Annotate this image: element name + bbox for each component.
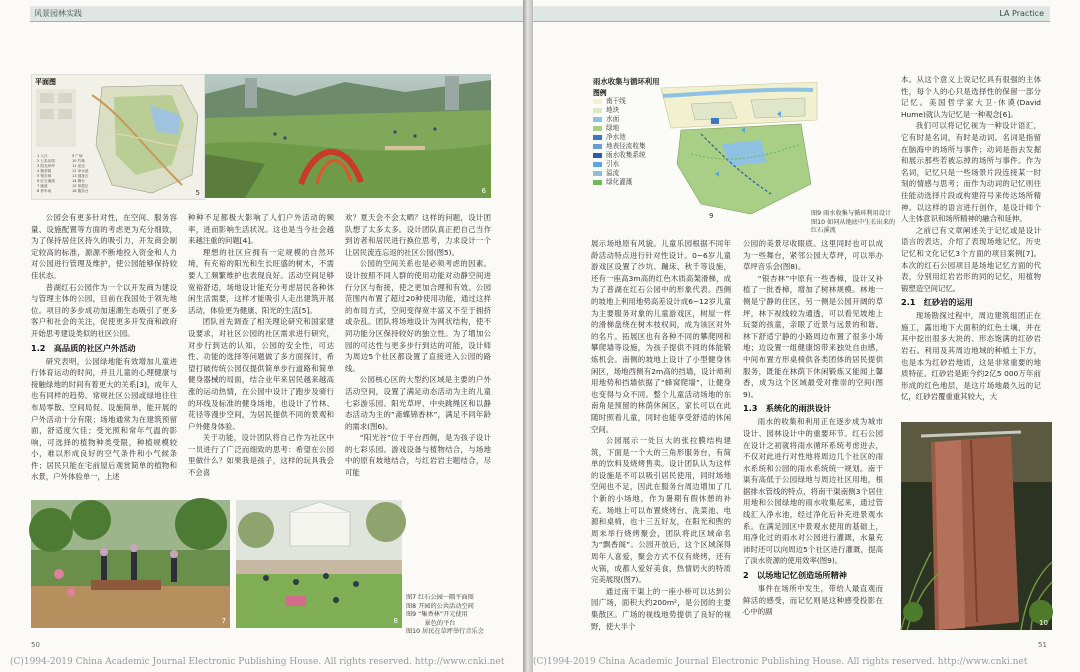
figure-6-number: 6 (481, 187, 486, 195)
paragraph: 之前已有文章阐述关于记忆或是设计语言的表达，介绍了表现场地记忆，历史记忆和文化记忆3个方面的项目案例[7]。本次的红石公园项目是场地记忆方面的代表，分别用红岩岩形的同的记忆，用植物锻塑造空间记忆。 (901, 225, 1041, 293)
figure-10-photo (901, 422, 1052, 630)
figure-7-photo (31, 500, 230, 628)
figure-8-photo-art (236, 500, 402, 628)
right-page-number: 51 (1038, 641, 1047, 649)
legend-label: 净水池 (606, 133, 626, 141)
paragraph: 公园的美景尽收眼底。这里同时也可以成为一些舞台，紧邻公园大草坪，可以举办草坪音乐会(图8)。 (743, 239, 883, 272)
section-heading: 2 以场地记忆创造场所精神 (743, 570, 847, 581)
section-heading: 1.3 系统化的雨洪设计 (743, 403, 832, 414)
left-column-3 (345, 212, 491, 476)
svg-text:15 休憩区: 15 休憩区 (72, 184, 89, 188)
figure-10-photo-art (901, 422, 1052, 630)
paragraph: 现场勘探过程中，周边建筑组团正在施工，露出地下大面积的红色土壤，并在其中挖出很多大块的、形态饱满的红砂岩岩石。利用及其周边地域的种植土下方，也是本为红砂岩地质，这是非常重要的地质特征。红砂岩是距今约2亿5 000万年前形成的红色地层，是这片场地最久远的记忆，红砂岩覆重重其较大，大 (901, 311, 1041, 402)
page-gutter (523, 0, 533, 672)
paragraph: 我们可以将记忆视为一种设计语汇，它有时是名词，有时是动词。名词是指留在脑海中的场所与事件；动词是指去发掘和展示那些若被忘掉的场所与事件。作为名词，记忆只是一些场景片段连接某一时刻的情感与思考；而作为动词的记忆则往往能动选择片段或构建符号来传达场所精神。以这样的语言进行创作，是设计师个人主体意识和场所精神的融合和延伸。 (901, 121, 1041, 224)
figures-9-10-captions (811, 210, 901, 236)
paragraph: 雨水的收集和利用正在逐步成为城市设计、园林设计中的重要环节。红石公园在设计之初就将雨水循环系统考虑进去，不仅对此进行对性地将周边几个社区的雨水系统和公园的雨水系统统一规划。南干渠有高低于公园绿地与周边社区用地，根据排水管线的特点，将南干渠南侧3个居住用地和公园绿地的雨水收集起来，通过管线汇入净水池，经过净化后补充进景观水系。在满足园区中景观水使用的基础上，用净化过的雨水对公园进行灌溉，水量充沛时还可以向周边5个社区进行灌溉，提高了淡水资源的使用效率(图9)。 (743, 417, 883, 566)
paragraph: 公园的空间关系也是必须考虑的因素。设计按照不同人群的使用功能对动静空间进行分区与衔接，使之更加合理和有效。公园范围内布置了超过20种使用功能，通过这样的布局方式，空间变得宽丰富又不至于拥挤或杂乱。团队将场地设计为网状结构，使不同功能分区保持较好的独立性。为了增加公园的可达性与更多步行到达的可能，设计师为周边5个社区都设置了直接进入公园的路线。 (345, 259, 491, 373)
legend-label: 南干线 (606, 97, 626, 105)
legend-label: 雨水收集系统 (606, 151, 646, 159)
paragraph: 种种不足都极大影响了人们户外活动的频率，进而影响生活状况。这也是当今社会越来越注重的问题[4]。 (188, 213, 334, 246)
right-page (533, 0, 1080, 672)
legend-label: 溢流 (606, 169, 620, 177)
right-column-2 (743, 238, 883, 630)
right-header-text: LA Practice (999, 9, 1044, 18)
svg-text:1 入口: 1 入口 (37, 154, 48, 158)
figure-9-title: 雨水收集与循环利用 (593, 77, 660, 86)
caption-line: 图10 如同从地底中生长出来的红石溪流 (811, 218, 896, 235)
figure-9-rainwater-diagram (591, 74, 819, 224)
figure-10-number: 10 (1039, 619, 1048, 627)
paragraph: 公园会有更多针对性，在空间、服务容量、设施配置等方面的考虑更为充分细致，为了保持居住区持久的吸引力，开发商会制定较高的标准，源源不断地投入资金和人力对公园进行管理及维护，使公园能够保持较佳状态。 (31, 213, 177, 280)
legend-label: 引水 (606, 160, 620, 168)
paragraph: 欢？夏天会不会太晒？这样的问题，设计团队想了太多太多。设计团队真正把自己当作到访者和居民进行换位思考，力求设计一个让居民流连忘返的社区公园(图5)。 (345, 213, 491, 257)
right-column-3 (901, 74, 1041, 414)
left-page (0, 0, 523, 672)
svg-text:3 阳光草坪: 3 阳光草坪 (37, 164, 55, 168)
paragraph: 展示场地原有风貌。儿童乐园根据不同年龄活动特点进行针对性设计。0~6岁儿童游戏区设置了沙坑、蹦床、秋千等设施，还有一座高3m高的红色木质高架滑梯，成为了普湖在红石公园中的形象代表。西侧的坡地上利用地势高差设计成6~12岁儿童为主要服务对象的儿童游戏区，树屋一样的滑梯盘绕在树木枝权间，成为该区对外的名片。拓展区也有各种不同的攀爬网和攀爬墙等设施，为孩子提供不同的体能锻炼机会。南侧的坡地上设计了小型健身休闲区，场地西侧有2m高的挡墙，设计师利用地势和挡墙依据了“蜂窝爬墙”，让健身也变得与众不同。整个儿童活动场地的东南角是预留的林荫休闲区，家长可以在此随时照看儿童，同时也能享受舒适的休闲空间。 (591, 239, 731, 434)
paragraph: 事件在场所中发生，带给人最直观而鲜活的感受，而记忆则是这种感受投影在心中的副 (743, 584, 883, 617)
svg-text:13 健身区: 13 健身区 (72, 174, 89, 178)
paragraph: 关于功能，设计团队将自己作为社区中一员进行了广泛而细致的思考：希望在公园里做什么？如果我是孩子，这样的玩具我会不会喜 (188, 433, 334, 478)
left-column-2 (188, 212, 334, 476)
paragraph: “银杏林”中原有一些香樟，设计又补植了一批香樟，增加了树林规模。林地一侧是宁静的住区，另一侧是公园开阔的草坪，林下视线较为通透，可以看见坡地上玩耍的孩童，亲眼了近景与远景的和谐。林下舒适宁静的小路周边布置了很多小场地；边设置一组健康馆带来独处自由感，中间布置方形桌椅供各类团体的居民提供服务，既能在林荫下休闲锻炼又能闻上馨香，成为这个区域最受对推崇的空间(图9)。 (743, 273, 883, 399)
figure-7-number: 7 (221, 617, 226, 625)
paragraph: 普湖红石公园作为一个以开发商为建设与管理主体的公园，目前在我国处于领先地位。项目的多步成功加速潮生态吸引了更多客户和社会的关注，促使更多开发商和政府开始思考建设类似的社区公园。 (31, 282, 177, 338)
paragraph: 公园展示一处巨大的张拉膜结构建筑，下面是一个大的三角形服务台，有简单的饮料及烧烤售卖。设计团队认为这样的设施是不可以吸引居民使用，同时场地空间也不足，因此在服务台周边增加了几个新的小场地，作为暑期有假休憩的补充。场地上可以布置烧烤台、洗菜池、电源和桌椅，也十三五好友，在阳光和煦的周末举行烧烤聚会，团队将此区域命名为“飘香阁”。公园开放后，这个区域深得周年人喜爱，聚会方式不仅有烧烤，还有火锅，成都人爱好美食，热情奶火的特质完美展现(图7)。 (591, 436, 731, 585)
paragraph: 团队首先调查了相关理论研究和国家建设要求，对社区公园的社区需求进行研究，对步行到达的认知，公园的安全性，可达性、功能的选择等问题做了多方面探讨，希望打破传统公园仅提供简单步行道路和简单健身器械的局面，结合业年来居民越来越高涨的运动热情，在公园中设计了跑步及骑行的环线及标准的健身场地，也设计了竹林、花径等漫步空间，为居民提供不同的景观和户外健身体验。 (188, 317, 334, 431)
figure-6-photo-art (205, 74, 491, 198)
caption-line: 景色的平台 (406, 619, 456, 627)
svg-text:5 银杏林: 5 银杏林 (37, 174, 52, 178)
paragraph: 公园核心区的大型约区域是主要的户外活动空间，设置了满足动态活动为主的儿童七彩游乐园、阳光草坪、中央跳绳区和以静态活动为主的“斋蝶锦香林”，满足不同年龄的需求(图6)。 (345, 375, 491, 431)
svg-text:14 舞台: 14 舞台 (72, 179, 85, 183)
svg-text:4 飘香阁: 4 飘香阁 (37, 169, 52, 173)
section-heading: 1.2 高品质的社区户外活动 (31, 342, 136, 353)
svg-text:9 广场: 9 广场 (72, 154, 83, 158)
caption-line: 图9 “集香林”开元使用 (406, 611, 468, 619)
paragraph: 研究表明，公园绿地能有效增加儿童进行体育运动的时间，并且儿童的心理健康与接触绿地的时间有着更大的关系[3]，成年人也有同样的趋势。常规社区公园或绿地往往布局零散、空间局促、设施简单，能开展的户外活动十分有限；场地通常为在建筑预留面，舒适度欠佳；受光照和常年气温的影响，可选择的植物种类受限，种植规模较小，难以形成良好的空气条件和小气候条件；居民只能在宅前屋后观赏简单的植物和水景，户外体验单一，上述 (31, 356, 177, 482)
figure-9-map (591, 74, 819, 224)
figure-8-photo (236, 500, 402, 628)
caption-line: 图7 红石公园一隅平面图 (406, 594, 474, 601)
caption-line: 图9 雨水收集与循环利用设计 (811, 210, 892, 217)
caption-line: 图8 开园的公共活动空间 (406, 602, 474, 610)
figure-5-number: 5 (195, 189, 200, 197)
paragraph: “阳光谷”位于平台西侧，是为孩子设计的七彩乐园。游戏设备与植物结合，与场地中的原有坡地结合，与红岩岩主题结合，尽可能 (345, 433, 491, 478)
left-column-1 (31, 212, 177, 482)
paragraph: 理想的社区应拥有一定规模的自然环境，有充裕的阳光和生长旺盛的树木，不需要人工频繁维护也表现良好。活动空间足够宽裕舒适，场地设计能充分考虑居民各种休闲生活需要，这样才能吸引人走出建筑开展活动，体验更为健康、阳光的生活[5]。 (188, 247, 334, 315)
right-column-1 (591, 238, 731, 630)
legend-label: 地块 (606, 106, 620, 114)
left-page-number: 50 (31, 641, 40, 649)
left-running-header (30, 6, 523, 22)
figure-7-photo-art (31, 500, 230, 628)
figure-9-legend-title: 图例 (593, 89, 607, 97)
left-copyright: (C)1994-2019 China Academic Journal Electronic Publishing House. All rights reserved. http://www.cnki.net (10, 657, 505, 667)
legend-label: 地表径流收集 (606, 142, 646, 150)
svg-text:7 跑道: 7 跑道 (37, 184, 48, 188)
svg-text:6 红石溪流: 6 红石溪流 (37, 179, 55, 183)
left-header-text: 风景园林实践 (34, 9, 82, 18)
paragraph: 通过南干渠上的一座小桥可以达到公园广场，面积大约200m²，是公园的主要集散区。广场的视线地势提供了良好的视野，使大半个 (591, 586, 731, 631)
section-heading: 2.1 红砂岩的运用 (901, 297, 973, 308)
figures-7-8-captions (406, 594, 502, 637)
figure-5-plan-drawing (32, 75, 204, 199)
svg-text:10 竹林: 10 竹林 (72, 159, 85, 163)
svg-text:11 花径: 11 花径 (72, 164, 85, 168)
svg-text:12 净水池: 12 净水池 (72, 169, 89, 173)
caption-line: 图10 居民在草坪举行音乐会 (406, 628, 484, 636)
legend-label: 绿化灌溉 (606, 178, 633, 186)
svg-text:8 停车场: 8 停车场 (37, 189, 52, 193)
legend-label: 水面 (606, 115, 620, 123)
svg-text:16 服务台: 16 服务台 (72, 189, 89, 193)
right-running-header (533, 6, 1050, 22)
figure-8-number: 8 (393, 617, 398, 625)
svg-text:2 七彩乐园: 2 七彩乐园 (37, 159, 55, 163)
figure-5-site-plan (31, 74, 205, 200)
paragraph: 本。从这个意义上说记忆具有很强的主体性，每个人的心只是选择性的保留一部分记忆。美国哲学家大卫·休谟(David Hume)就认为记忆是一种观念[6]。 (901, 75, 1041, 119)
legend-label: 绿地 (606, 124, 620, 132)
figure-9-number: 9 (709, 212, 714, 220)
figure-5-title: 平面图 (35, 78, 56, 86)
right-copyright: (C)1994-2019 China Academic Journal Electronic Publishing House. All rights reserved. http://www.cnki.net (533, 657, 1028, 667)
figure-6-park-photo (205, 74, 491, 198)
